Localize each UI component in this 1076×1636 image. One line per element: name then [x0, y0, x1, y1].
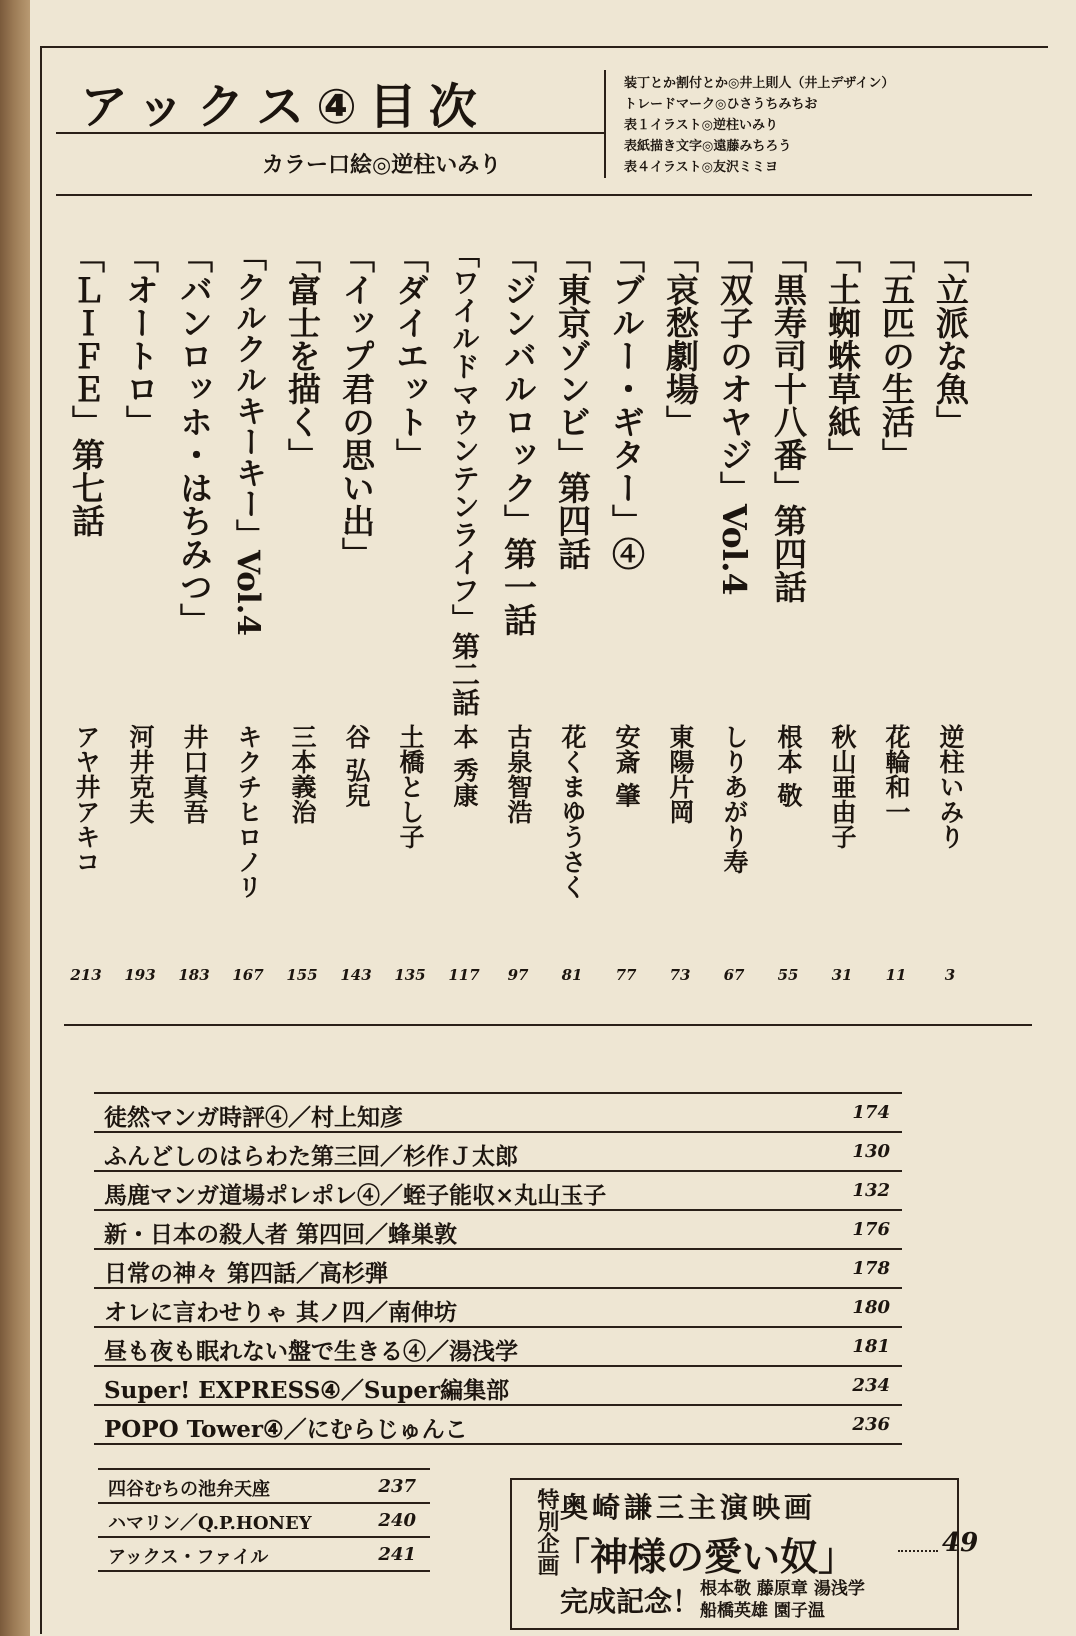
- toc-title: 「哀愁劇場」: [661, 240, 700, 438]
- misc-page: 241: [378, 1544, 416, 1565]
- feature-row: [94, 1133, 902, 1172]
- toc-title: 「立派な魚」: [931, 240, 970, 438]
- misc-row: [98, 1538, 430, 1572]
- toc-author: 土橋とし子: [396, 724, 425, 849]
- misc-title: ハマリン／Q.P.HONEY: [108, 1513, 312, 1534]
- credit-line: 装丁とか割付とか◎井上則人（井上デザイン）: [624, 76, 895, 91]
- feature-row: [94, 1211, 902, 1250]
- toc-author: 井口真吾: [180, 724, 209, 824]
- feature-row: [94, 1250, 902, 1289]
- feature-row: [94, 1367, 902, 1406]
- toc-page: 3: [944, 966, 956, 984]
- special-feature-participants: [700, 1578, 865, 1622]
- feature-row: [94, 1172, 902, 1211]
- feature-title: POPO Tower④／にむらじゅんこ: [104, 1416, 468, 1443]
- special-feature-box: [510, 1478, 979, 1630]
- toc-entry: [655, 240, 705, 1000]
- toc-author: 花輪和一: [882, 724, 911, 824]
- color-frontispiece-credit: カラー口絵◎逆柱いみり: [262, 152, 502, 178]
- toc-title: 「富士を描く」: [283, 240, 322, 471]
- toc-page: 55: [777, 966, 799, 984]
- feature-page: 180: [852, 1297, 890, 1318]
- toc-author: 花くまゆうさく: [558, 724, 587, 899]
- feature-title: 昼も夜も眠れない盤で生きる④／湯浅学: [104, 1338, 518, 1365]
- credit-line: 表１イラスト◎逆柱いみり: [624, 118, 778, 133]
- toc-title: 「オートロ」: [121, 240, 160, 438]
- feature-title: ふんどしのはらわた第三回／杉作Ｊ太郎: [104, 1143, 518, 1170]
- toc-author: 秋山亜由子: [828, 724, 857, 849]
- feature-page: 176: [852, 1219, 890, 1240]
- toc-page: 167: [232, 966, 264, 984]
- design-credits: [624, 73, 894, 178]
- feature-title: Super! EXPRESS④／Super編集部: [104, 1377, 510, 1404]
- toc-author: 安斎 肇: [612, 724, 641, 808]
- feature-title: 新・日本の殺人者 第四回／蜂巣敦: [104, 1221, 458, 1248]
- title-underline: [56, 132, 604, 134]
- toc-author: 谷 弘兒: [342, 724, 371, 808]
- toc-author: 古泉智浩: [504, 724, 533, 824]
- toc-title: 「ＬＩＦＥ」第七話: [67, 240, 106, 537]
- feature-row: [94, 1094, 902, 1133]
- misc-row: [98, 1504, 430, 1538]
- toc-entry: [871, 240, 921, 1000]
- feature-row: [94, 1328, 902, 1367]
- toc-page: 73: [669, 966, 691, 984]
- header-divider: [604, 70, 606, 178]
- toc-entry: [709, 240, 759, 1000]
- toc-title: 「ジンバルロック」第一話: [499, 240, 538, 636]
- special-feature-caption: 完成記念！: [560, 1585, 701, 1618]
- book-spine: [0, 0, 30, 1636]
- toc-entry: [817, 240, 867, 1000]
- toc-page: 155: [286, 966, 318, 984]
- toc-author: アヤ井アキコ: [72, 724, 101, 874]
- toc-title: 「東京ゾンビ」第四話: [553, 240, 592, 570]
- feature-row: [94, 1289, 902, 1328]
- toc-page: 77: [615, 966, 637, 984]
- toc-entry: [61, 240, 111, 1000]
- misc-title: アックス・ファイル: [108, 1547, 269, 1568]
- toc-author: 根本 敬: [774, 724, 803, 808]
- toc-title: 「クルクルキーキー」Vol.4: [230, 240, 266, 637]
- toc-entry: [277, 240, 327, 1000]
- toc-page: 183: [178, 966, 210, 984]
- credit-line: トレードマーク◎ひさうちみちお: [624, 97, 818, 112]
- feature-page: 234: [852, 1375, 890, 1396]
- toc-author: キクチヒロノリ: [234, 724, 263, 899]
- toc-title: 「土蜘蛛草紙」: [823, 240, 862, 471]
- feature-title: 馬鹿マンガ道場ポレポレ④／蛭子能収×丸山玉子: [104, 1182, 607, 1209]
- toc-page: 11: [885, 966, 907, 984]
- toc-entry: [493, 240, 543, 1000]
- toc-author: しりあがり寿: [720, 724, 749, 874]
- toc-entry: [223, 240, 273, 1000]
- misc-row: [98, 1470, 430, 1504]
- toc-page: 81: [561, 966, 583, 984]
- feature-page: 174: [852, 1102, 890, 1123]
- toc-title: 「双子のオヤジ」Vol.4: [715, 240, 754, 596]
- toc-entry: [331, 240, 381, 1000]
- toc-author: 逆柱いみり: [936, 724, 965, 849]
- toc-author: 東陽片岡: [666, 724, 695, 824]
- toc-entry: [115, 240, 165, 1000]
- toc-author: 河井克夫: [126, 724, 155, 824]
- toc-page: 135: [394, 966, 426, 984]
- toc-page: 31: [831, 966, 853, 984]
- participants-line: 根本敬 藤原章 湯浅学: [700, 1579, 865, 1599]
- toc-title: 「ブルー・ギター」④: [607, 240, 646, 570]
- special-feature-title: 「神様の愛い奴」: [552, 1534, 857, 1579]
- toc-title: 「黒寿司十八番」第四話: [769, 240, 808, 603]
- feature-title: 日常の神々 第四話／高杉弾: [104, 1260, 389, 1287]
- toc-entry: [169, 240, 219, 1000]
- toc-entry: [385, 240, 435, 1000]
- toc-page: 117: [448, 966, 480, 984]
- toc-bottom-rule: [64, 1024, 1032, 1026]
- toc-entry: [439, 240, 489, 1000]
- participants-line: 船橋英雄 園子温: [700, 1601, 825, 1621]
- toc-entry: [547, 240, 597, 1000]
- toc-entry: [925, 240, 975, 1000]
- misc-title: 四谷むちの池弁天座: [108, 1479, 270, 1500]
- feature-page: 236: [852, 1414, 890, 1435]
- credit-line: 表紙描き文字◎遠藤みちろう: [624, 139, 792, 154]
- page-title: アックス④目次: [80, 79, 489, 135]
- special-feature-subtitle: 奥崎謙三主演映画: [560, 1491, 817, 1524]
- toc-page: 97: [507, 966, 529, 984]
- credit-line: 表４イラスト◎友沢ミミヨ: [624, 160, 778, 175]
- feature-page: 178: [852, 1258, 890, 1279]
- feature-page: 132: [852, 1180, 890, 1201]
- misc-page: 240: [378, 1510, 416, 1531]
- toc-title: 「五匹の生活」: [877, 240, 916, 471]
- misc-page: 237: [378, 1476, 416, 1497]
- feature-title: 徒然マンガ時評④／村上知彦: [104, 1104, 403, 1131]
- feature-row: [94, 1406, 902, 1445]
- leader-dots: [898, 1536, 938, 1552]
- toc-page: 213: [70, 966, 102, 984]
- feature-title: オレに言わせりゃ 其ノ四／南伸坊: [104, 1299, 458, 1326]
- feature-page: 130: [852, 1141, 890, 1162]
- toc-title: 「ワイルドマウンテンライフ」第二話: [448, 240, 481, 716]
- toc-page: 67: [723, 966, 745, 984]
- toc-author: 本 秀康: [450, 724, 479, 808]
- toc-title: 「バンロッホ・はちみつ」: [175, 240, 214, 636]
- toc-title: 「イップ君の思い出」: [337, 240, 376, 570]
- header-bottom-rule: [56, 194, 1032, 196]
- special-feature-badge: 特別企画: [534, 1488, 560, 1576]
- toc-title: 「ダイエット」: [391, 240, 430, 471]
- feature-page: 181: [852, 1336, 890, 1357]
- toc-author: 三本義治: [288, 724, 317, 824]
- toc-page: 193: [124, 966, 156, 984]
- toc-entry: [601, 240, 651, 1000]
- special-feature-page: 49: [942, 1528, 979, 1558]
- toc-page: 143: [340, 966, 372, 984]
- toc-entry: [763, 240, 813, 1000]
